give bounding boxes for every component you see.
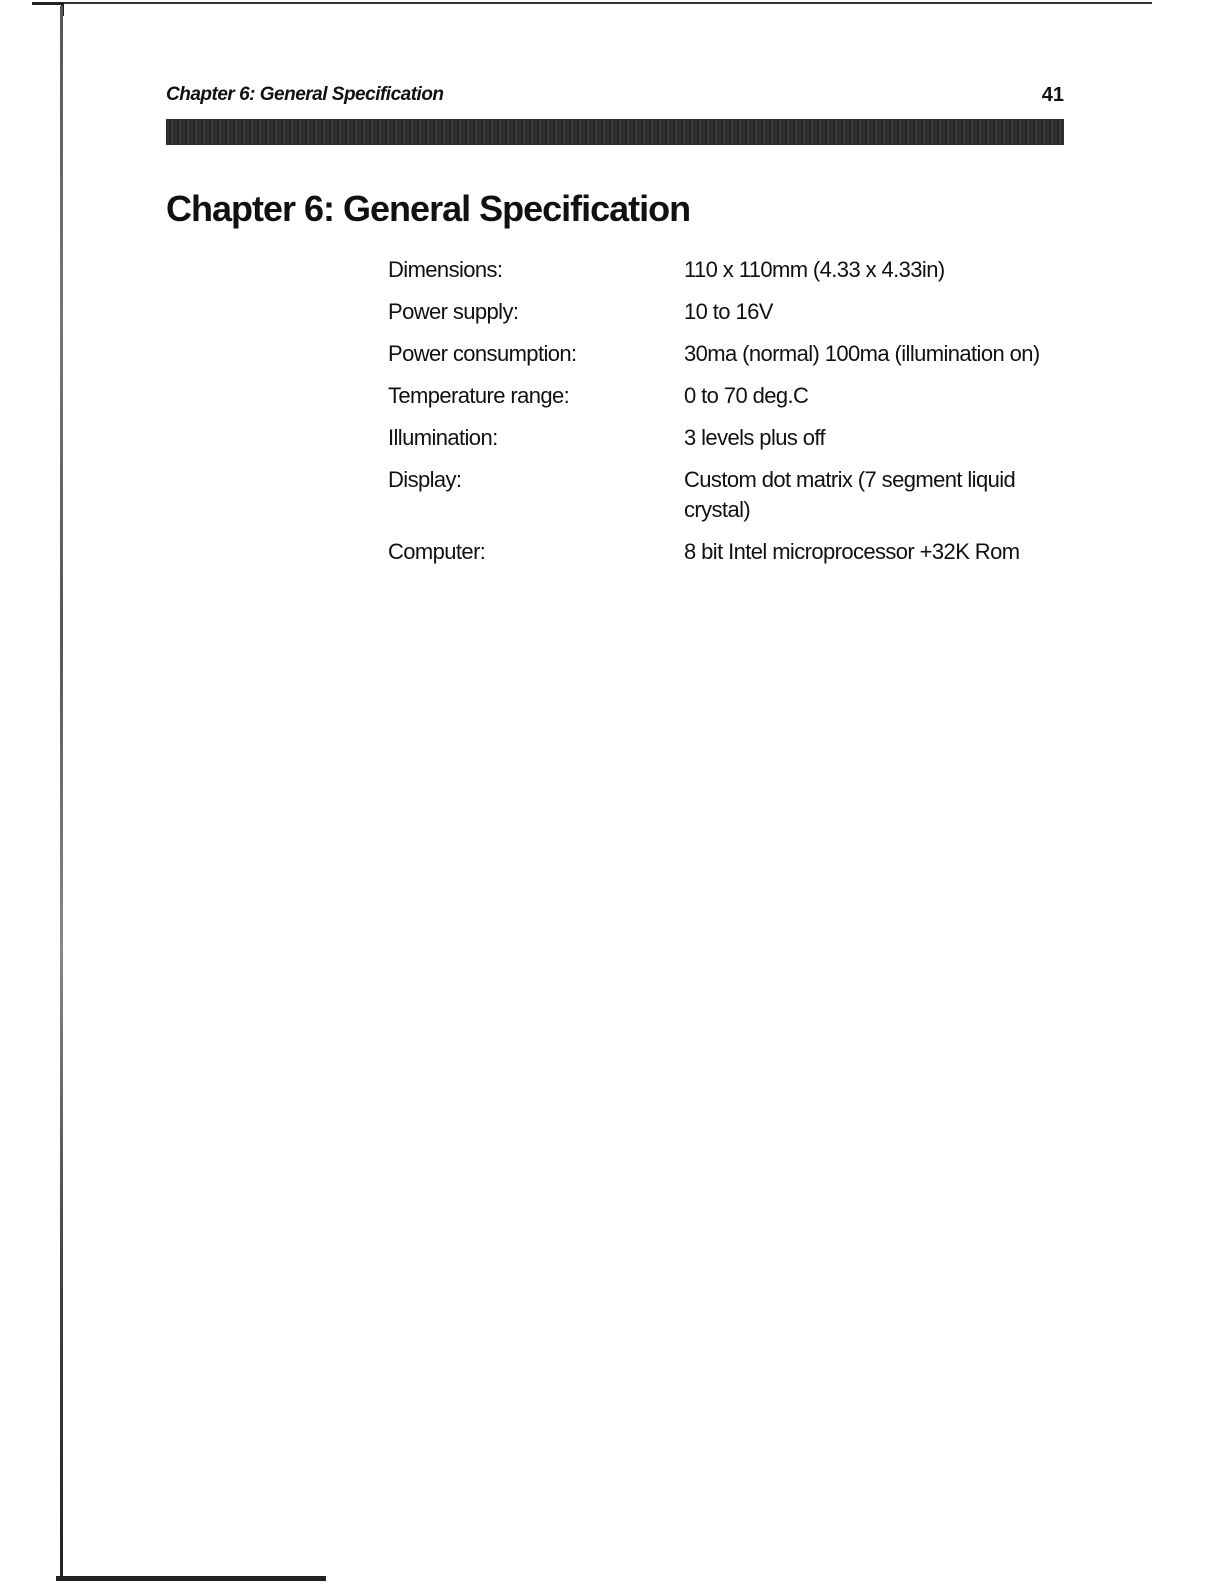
spec-row bbox=[388, 339, 1064, 381]
spec-label: Dimensions: bbox=[388, 257, 503, 282]
page-top-edge bbox=[32, 2, 1152, 4]
spec-label: Power supply: bbox=[388, 299, 519, 324]
spec-label: Computer: bbox=[388, 539, 486, 564]
page-binding-edge bbox=[60, 6, 63, 1576]
spec-value: 10 to 16V bbox=[684, 299, 773, 324]
spec-row bbox=[388, 255, 1064, 297]
spec-row bbox=[388, 537, 1064, 579]
spec-row bbox=[388, 297, 1064, 339]
spec-row bbox=[388, 381, 1064, 423]
spec-label: Illumination: bbox=[388, 425, 498, 450]
spec-value: 110 x 110mm (4.33 x 4.33in) bbox=[684, 257, 945, 282]
page-number: 41 bbox=[1041, 84, 1064, 106]
spec-label: Display: bbox=[388, 467, 462, 492]
running-header bbox=[166, 82, 1064, 112]
specification-table bbox=[388, 255, 1064, 579]
page-bottom-edge bbox=[56, 1576, 326, 1581]
spec-label: Power consumption: bbox=[388, 341, 577, 366]
spec-value: 8 bit Intel microprocessor +32K Rom bbox=[684, 539, 1020, 564]
spec-value: 30ma (normal) 100ma (illumination on) bbox=[684, 341, 1040, 366]
header-rule-bar bbox=[166, 119, 1064, 145]
spec-value: Custom dot matrix (7 segment liquid crystal) bbox=[684, 467, 1016, 522]
spec-label: Temperature range: bbox=[388, 383, 570, 408]
spec-row bbox=[388, 423, 1064, 465]
spec-value: 3 levels plus off bbox=[684, 425, 826, 450]
chapter-title: Chapter 6: General Specification bbox=[166, 188, 691, 229]
spec-value: 0 to 70 deg.C bbox=[684, 383, 809, 408]
running-header-title: Chapter 6: General Specification bbox=[166, 84, 444, 105]
spec-row bbox=[388, 465, 1064, 537]
